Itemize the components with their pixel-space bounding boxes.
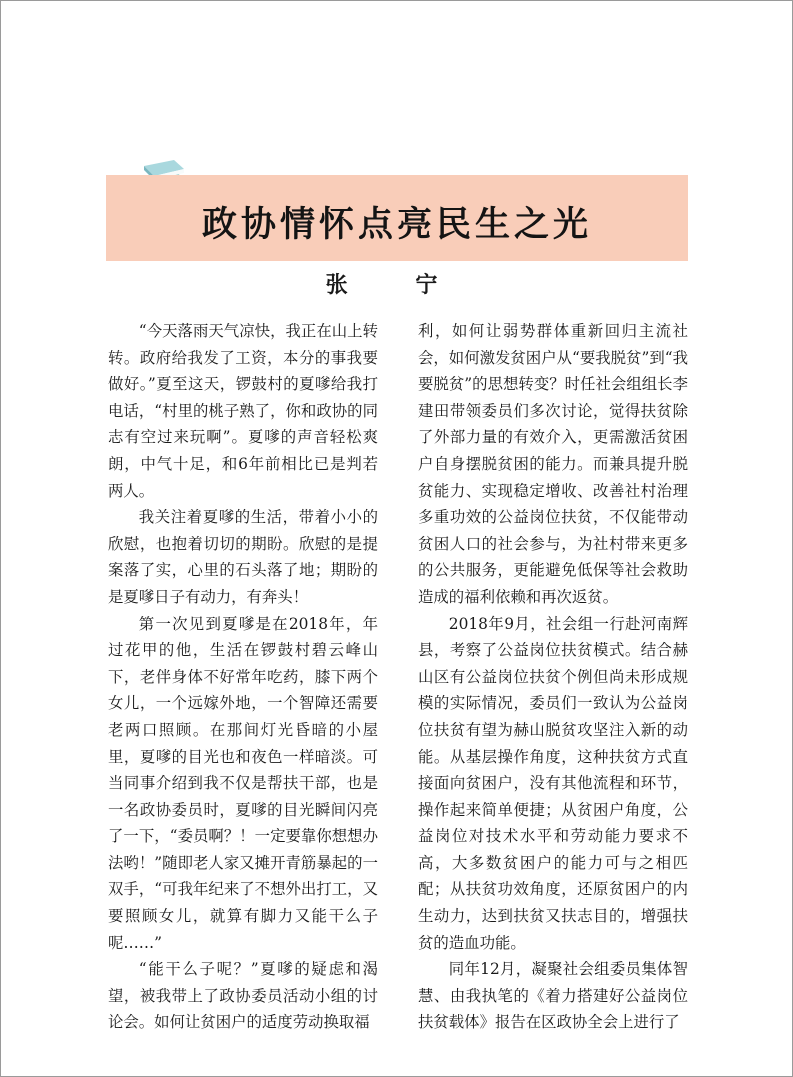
paragraph: 我关注着夏嗲的生活，带着小小的欣慰，也抱着切切的期盼。欣慰的是提案落了实，心里的石头落了地；期盼的是夏嗲日子有动力，有奔头！ [108,508,378,606]
paragraph-continued: 利，如何让弱势群体重新回归主流社会，如何激发贫困户从“要我脱贫”到“我要脱贫”的思想转变？时任社会组组长李建田带领委员们多次讨论，觉得扶贫除了外部力量的有效介入，更需激活贫困户自身摆脱贫困的能力。而兼具提升脱贫能力、实现稳定增收、改善社村治理多重功效的公益岗位扶贫，不仅能带动贫困人口的社会参与，为社村带来更多的公共服务，更能避免低保等社会救助造成的福利依赖和再次返贫。 [418,322,688,606]
paragraph: “能干么子呢？”夏嗲的疑虑和渴望，被我带上了政协委员活动小组的讨论会。如何让贫困户的适度劳动换取福 [108,960,378,1032]
right-column [418,318,688,1036]
paragraph: 2018年9月，社会组一行赴河南辉县，考察了公益岗位扶贫模式。结合赫山区有公益岗位扶贫个例但尚未形成规模的实际情况，委员们一致认为公益岗位扶贫有望为赫山脱贫攻坚注入新的动能。从基层操作角度，这种扶贫方式直接面向贫困户，没有其他流程和环节，操作起来简单便捷；从贫困户角度，公益岗位对技术水平和劳动能力要求不高，大多数贫困户的能力可与之相匹配；从扶贫功效角度，还原贫困户的内生动力，达到扶贫又扶志目的，增强扶贫的造血功能。 [418,614,688,952]
author-name: 张 宁 [325,273,468,298]
paragraph: 第一次见到夏嗲是在2018年，年过花甲的他，生活在锣鼓村碧云峰山下，老伴身体不好常年吃药，膝下两个女儿，一个远嫁外地，一个智障还需要老两口照顾。在那间灯光昏暗的小屋里，夏嗲的目光也和夜色一样暗淡。可当同事介绍到我不仅是帮扶干部，也是一名政协委员时，夏嗲的目光瞬间闪亮了一下，“委员啊？！一定要靠你想想办法哟！”随即老人家又摊开青筋暴起的一双手，“可我年纪来了不想外出打工，又要照顾女儿，就算有脚力又能干么子呢……” [108,614,378,952]
paragraph: 同年12月，凝聚社会组委员集体智慧、由我执笔的《着力搭建好公益岗位扶贫载体》报告在区政协全会上进行了 [418,960,688,1032]
title-banner [106,175,688,261]
paragraph: “今天落雨天气凉快，我正在山上转转。政府给我发了工资，本分的事我要做好。”夏至这天，锣鼓村的夏嗲给我打电话，“村里的桃子熟了，你和政协的同志有空过来玩啊”。夏嗲的声音轻松爽朗，中气十足，和6年前相比已是判若两人。 [108,322,378,500]
left-column [108,318,378,1036]
article-title: 政协情怀点亮民生之光 [201,205,592,245]
